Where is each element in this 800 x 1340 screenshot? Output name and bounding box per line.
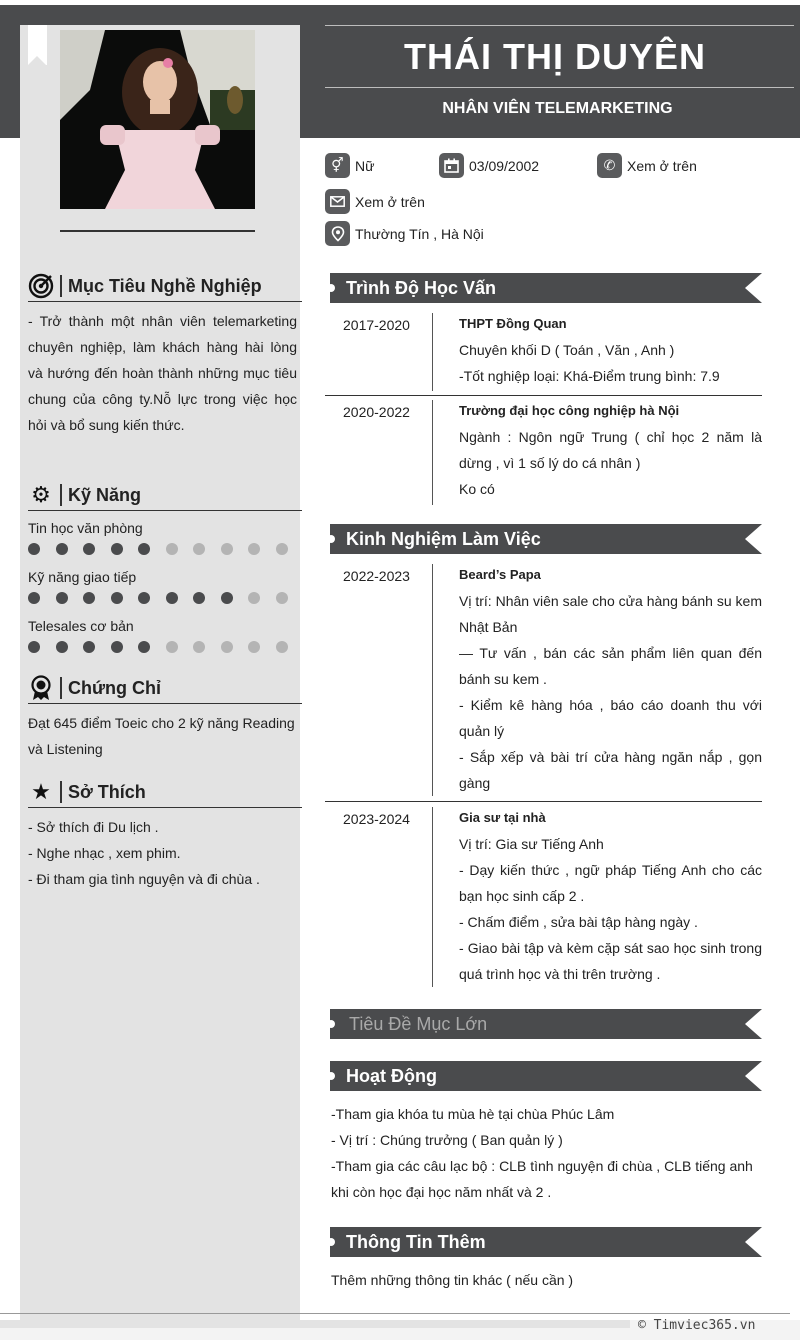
school-name: Trường đại học công nghiệp hà Nội xyxy=(459,403,680,418)
birthday-value: 03/09/2002 xyxy=(469,157,540,174)
calendar-icon xyxy=(439,153,464,178)
extra-info-text: Thêm những thông tin khác ( nếu cần ) xyxy=(331,1272,574,1288)
skill-label: Tin học văn phòng xyxy=(28,520,143,536)
education-entry xyxy=(459,314,762,389)
objective-header xyxy=(28,271,302,302)
timeline-line xyxy=(432,564,433,796)
entry-line: Ngành : Ngôn ngữ Trung ( chỉ học 2 năm là dừng , vì 1 số lý do cá nhân ) xyxy=(459,429,762,471)
ribbon-notch xyxy=(745,1227,762,1257)
school-name: THPT Đồng Quan xyxy=(459,316,567,331)
skill-dot-filled xyxy=(221,592,233,604)
gender-info xyxy=(325,153,374,178)
entry-line: Chuyên khối D ( Toán , Văn , Anh ) xyxy=(459,342,675,358)
job-title: NHÂN VIÊN TELEMARKETING xyxy=(442,100,673,117)
skill-dot-filled xyxy=(111,543,123,555)
education-years: 2020-2022 xyxy=(343,404,410,420)
skill-dot-empty xyxy=(248,592,260,604)
bullet-dot xyxy=(327,1072,335,1080)
birthday-info xyxy=(439,153,539,178)
activities-header xyxy=(330,1061,762,1091)
activity-line: -Tham gia khóa tu mùa hè tại chùa Phúc Lâm xyxy=(331,1106,615,1122)
skill-dot-filled xyxy=(138,543,150,555)
title-divider xyxy=(60,677,62,699)
location-pin-icon xyxy=(325,221,350,246)
name-top-line xyxy=(325,25,794,26)
extra-info-header xyxy=(330,1227,762,1257)
bullet-dot xyxy=(327,535,335,543)
skill-dot-empty xyxy=(166,543,178,555)
entry-line: — Tư vấn , bán các sản phẩm liên quan đến bánh su kem . xyxy=(459,645,762,687)
hobby-item: - Sở thích đi Du lịch . xyxy=(28,819,159,835)
bullet-dot xyxy=(327,1238,335,1246)
entry-divider xyxy=(325,801,762,802)
skill-dot-filled xyxy=(111,641,123,653)
skill-dot-filled xyxy=(56,641,68,653)
skill-label: Kỹ năng giao tiếp xyxy=(28,569,137,585)
activity-line: - Vị trí : Chúng trưởng ( Ban quản lý ) xyxy=(331,1132,563,1148)
entry-line: - Giao bài tập và kèm cặp sát sao học sinh trong quá trình học và thi trên trường . xyxy=(459,940,762,982)
skill-dot-filled xyxy=(193,592,205,604)
entry-line: - Dạy kiến thức , ngữ pháp Tiếng Anh cho các bạn học sinh cấp 2 . xyxy=(459,862,762,904)
hobbies-list xyxy=(28,814,297,892)
profile-photo xyxy=(60,30,255,209)
skill-label: Telesales cơ bản xyxy=(28,618,134,634)
objective-text: - Trở thành một nhân viên telemarketing chuyên nghiệp, làm khách hàng hài lòng và hướng đến hoàn thành những mục tiêu chung của công ty.Nỗ lực trong việc học hỏi và bổ sung kiến thức. xyxy=(28,313,297,433)
award-icon xyxy=(28,675,54,701)
skill-dot-filled xyxy=(28,641,40,653)
hobbies-header xyxy=(28,777,302,808)
footer-divider xyxy=(0,1313,790,1314)
placeholder-section-header xyxy=(330,1009,762,1039)
phone-icon: ✆ xyxy=(597,153,622,178)
skill-rating xyxy=(28,543,303,555)
skills-title: Kỹ Năng xyxy=(68,484,142,505)
skill-dot-filled xyxy=(166,592,178,604)
skills-header xyxy=(28,480,302,511)
skill-dot-empty xyxy=(248,641,260,653)
envelope-icon xyxy=(325,189,350,214)
skill-dot-empty xyxy=(166,641,178,653)
skill-dot-filled xyxy=(56,592,68,604)
experience-title: Kinh Nghiệm Làm Việc xyxy=(346,529,541,549)
entry-line: - Sắp xếp và bài trí cửa hàng ngăn nắp , gọn gàng xyxy=(459,749,762,791)
company-name: Gia sư tại nhà xyxy=(459,810,546,825)
gender-value: Nữ xyxy=(355,157,375,174)
bookmark-ribbon xyxy=(28,25,47,65)
skill-dot-empty xyxy=(276,543,288,555)
skill-dot-empty xyxy=(193,543,205,555)
activities-title: Hoạt Động xyxy=(346,1066,437,1086)
education-entry xyxy=(459,401,762,502)
ribbon-notch xyxy=(745,1061,762,1091)
entry-line: Vị trí: Gia sư Tiếng Anh xyxy=(459,836,604,852)
skill-dot-empty xyxy=(221,543,233,555)
skill-dot-filled xyxy=(28,592,40,604)
skill-dot-empty xyxy=(276,641,288,653)
address-info xyxy=(325,221,484,246)
education-title: Trình Độ Học Vấn xyxy=(346,278,497,298)
skill-dot-filled xyxy=(83,641,95,653)
skill-rating xyxy=(28,641,303,653)
objective-title: Mục Tiêu Nghề Nghiệp xyxy=(68,275,262,296)
experience-years: 2023-2024 xyxy=(343,811,410,827)
email-info xyxy=(325,189,425,214)
education-header xyxy=(330,273,762,303)
entry-divider xyxy=(325,395,762,396)
star-icon: ★ xyxy=(31,779,51,804)
skill-dot-filled xyxy=(28,543,40,555)
gender-icon: ⚥ xyxy=(325,153,350,178)
skill-dot-empty xyxy=(193,641,205,653)
ribbon-notch xyxy=(745,273,762,303)
phone-info xyxy=(597,153,697,178)
skill-dot-empty xyxy=(276,592,288,604)
candidate-name: THÁI THỊ DUYÊN xyxy=(404,36,706,77)
skill-dot-filled xyxy=(138,641,150,653)
phone-value: Xem ở trên xyxy=(627,157,697,174)
education-years: 2017-2020 xyxy=(343,317,410,333)
certificates-text: Đạt 645 điểm Toeic cho 2 kỹ năng Reading và Listening xyxy=(28,715,295,757)
footer-bar xyxy=(0,1320,630,1328)
title-divider xyxy=(60,781,62,803)
timeline-line xyxy=(432,400,433,505)
skill-dot-empty xyxy=(248,543,260,555)
gear-icon: ⚙ xyxy=(31,482,51,507)
skill-rating xyxy=(28,592,303,604)
hobby-item: - Nghe nhạc , xem phim. xyxy=(28,845,181,861)
name-bottom-line xyxy=(325,87,794,88)
extra-info-title: Thông Tin Thêm xyxy=(346,1232,486,1252)
experience-header xyxy=(330,524,762,554)
hobby-item: - Đi tham gia tình nguyện và đi chùa . xyxy=(28,871,260,887)
activities-list xyxy=(331,1101,762,1205)
skill-dot-filled xyxy=(83,543,95,555)
entry-line: Vị trí: Nhân viên sale cho cửa hàng bánh su kem Nhật Bản xyxy=(459,593,762,635)
skill-dot-empty xyxy=(221,641,233,653)
bullet-dot xyxy=(327,284,335,292)
title-divider xyxy=(60,484,62,506)
experience-entry xyxy=(459,808,762,987)
bullet-dot xyxy=(327,1020,335,1028)
address-value: Thường Tín , Hà Nội xyxy=(355,225,484,242)
experience-years: 2022-2023 xyxy=(343,568,410,584)
entry-line: -Tốt nghiệp loại: Khá-Điểm trung bình: 7.9 xyxy=(459,368,720,384)
entry-line: - Chấm điểm , sửa bài tập hàng ngày . xyxy=(459,914,698,930)
photo-underline xyxy=(60,230,255,232)
email-value: Xem ở trên xyxy=(355,193,425,210)
skill-dot-filled xyxy=(56,543,68,555)
target-icon xyxy=(28,273,54,299)
ribbon-notch xyxy=(745,1009,762,1039)
certificates-title: Chứng Chỉ xyxy=(68,677,162,698)
watermark-text: © Timviec365.vn xyxy=(638,1318,756,1333)
ribbon-notch xyxy=(745,524,762,554)
company-name: Beard’s Papa xyxy=(459,567,541,582)
hobbies-title: Sở Thích xyxy=(68,781,146,802)
certificates-header xyxy=(28,673,302,704)
activity-line: -Tham gia các câu lạc bộ : CLB tình nguyện đi chùa , CLB tiếng anh khi còn học đại học năm nhất và 2 . xyxy=(331,1158,753,1200)
experience-entry xyxy=(459,565,762,796)
skill-dot-filled xyxy=(83,592,95,604)
timeline-line xyxy=(432,807,433,987)
entry-line: - Kiểm kê hàng hóa , báo cáo doanh thu với quản lý xyxy=(459,697,762,739)
timeline-line xyxy=(432,313,433,391)
entry-line: Ko có xyxy=(459,481,495,497)
skill-dot-filled xyxy=(111,592,123,604)
placeholder-section-title: Tiêu Đề Mục Lớn xyxy=(349,1014,488,1034)
skill-dot-filled xyxy=(138,592,150,604)
title-divider xyxy=(60,275,62,297)
